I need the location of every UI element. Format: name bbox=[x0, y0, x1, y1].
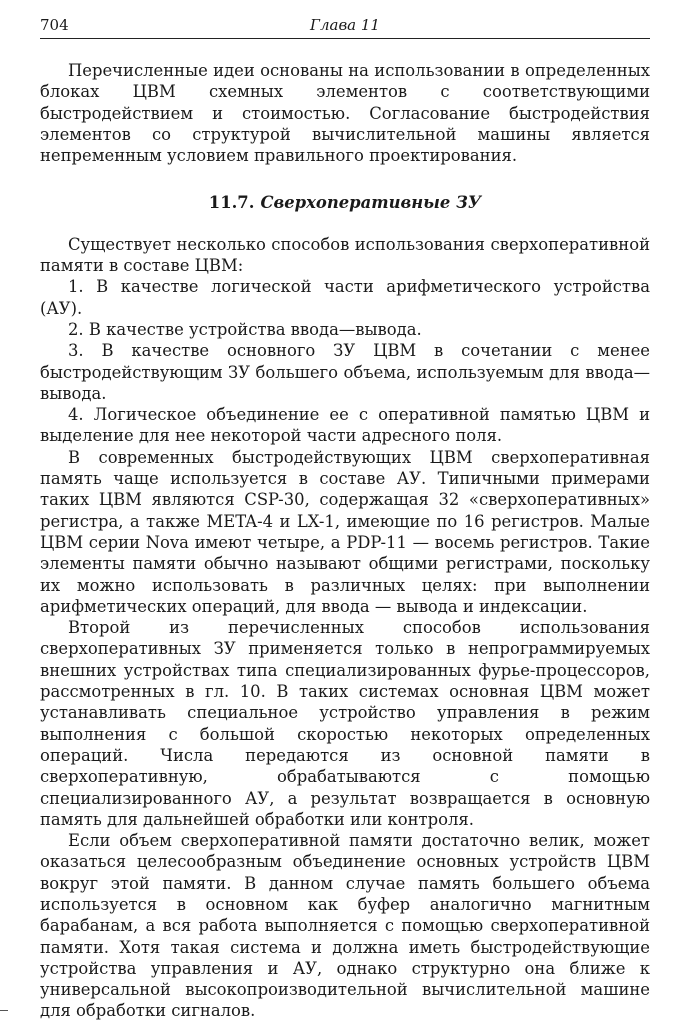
list-item: 4. Логическое объединение ее с оперативной памятью ЦВМ и выделение для нее некоторой части адресного поля. bbox=[40, 405, 650, 446]
section-number: 11.7. bbox=[208, 193, 255, 213]
paragraph: Перечисленные идеи основаны на использовании в определенных блоках ЦВМ схемных элементов с соответствующими быстродействием и стоимостью. Согласование быстродействия элементов со структурой вычислительной машины является непременным условием правильного проектирования. bbox=[40, 61, 650, 166]
section-title: Сверхоперативные ЗУ bbox=[260, 193, 482, 213]
body-text bbox=[40, 60, 650, 1022]
list-item: 1. В качестве логической части арифметического устройства (АУ). bbox=[40, 277, 650, 318]
list-item: 3. В качестве основного ЗУ ЦВМ в сочетании с менее быстродействующим ЗУ большего объема, используемым для ввода—вывода. bbox=[40, 341, 650, 403]
paragraph: Второй из перечисленных способов использования сверхоперативных ЗУ применяется только в непрограммируемых внешних устройствах типа специализированных фурье-процессоров, рассмотренных в гл. 10. В таких системах основная ЦВМ может устанавливать специальное устройство управления в режим выполнения с большой скоростью некоторых определенных операций. Числа передаются из основной памяти в сверхоперативную, обрабатываются с помощью специализированного АУ, а результат возвращается в основную память для дальнейшей обработки или контроля. bbox=[40, 618, 650, 829]
paragraph: В современных быстродействующих ЦВМ сверхоперативная память чаще используется в составе АУ. Типичными примерами таких ЦВМ являются CSP-30, содержащая 32 «сверхоперативных» регистра, а также META-4 и LX-1, имеющие по 16 регистров. Малые ЦВМ серии Nova имеют четыре, а PDP-11 — восемь регистров. Такие элементы памяти обычно называют общими регистрами, поскольку их можно использовать в различных целях: при выполнении арифметических операций, для ввода — вывода и индексации. bbox=[40, 447, 650, 616]
list-item: 2. В качестве устройства ввода—вывода. bbox=[68, 319, 422, 339]
section-heading bbox=[40, 192, 650, 213]
paragraph: Если объем сверхоперативной памяти достаточно велик, может оказаться целесообразным объединение основных устройств ЦВМ вокруг этой памяти. В данном случае память большего объема используется в основном как буфер аналогично магнитным барабанам, а вся работа выполняется с помощью сверхоперативной памяти. Хотя такая система и должна иметь быстродействующие устройства управления и АУ, однако структурно она ближе к универсальной высокопроизводительной вычислительной машине для обработки сигналов. bbox=[40, 831, 650, 1021]
paragraph: Существует несколько способов использования сверхоперативной памяти в составе ЦВМ: bbox=[40, 234, 650, 276]
running-head: Глава 11 bbox=[310, 16, 380, 34]
page-header bbox=[40, 14, 650, 39]
page-number: 704 bbox=[40, 16, 69, 34]
scan-edge-mark bbox=[0, 1010, 8, 1011]
